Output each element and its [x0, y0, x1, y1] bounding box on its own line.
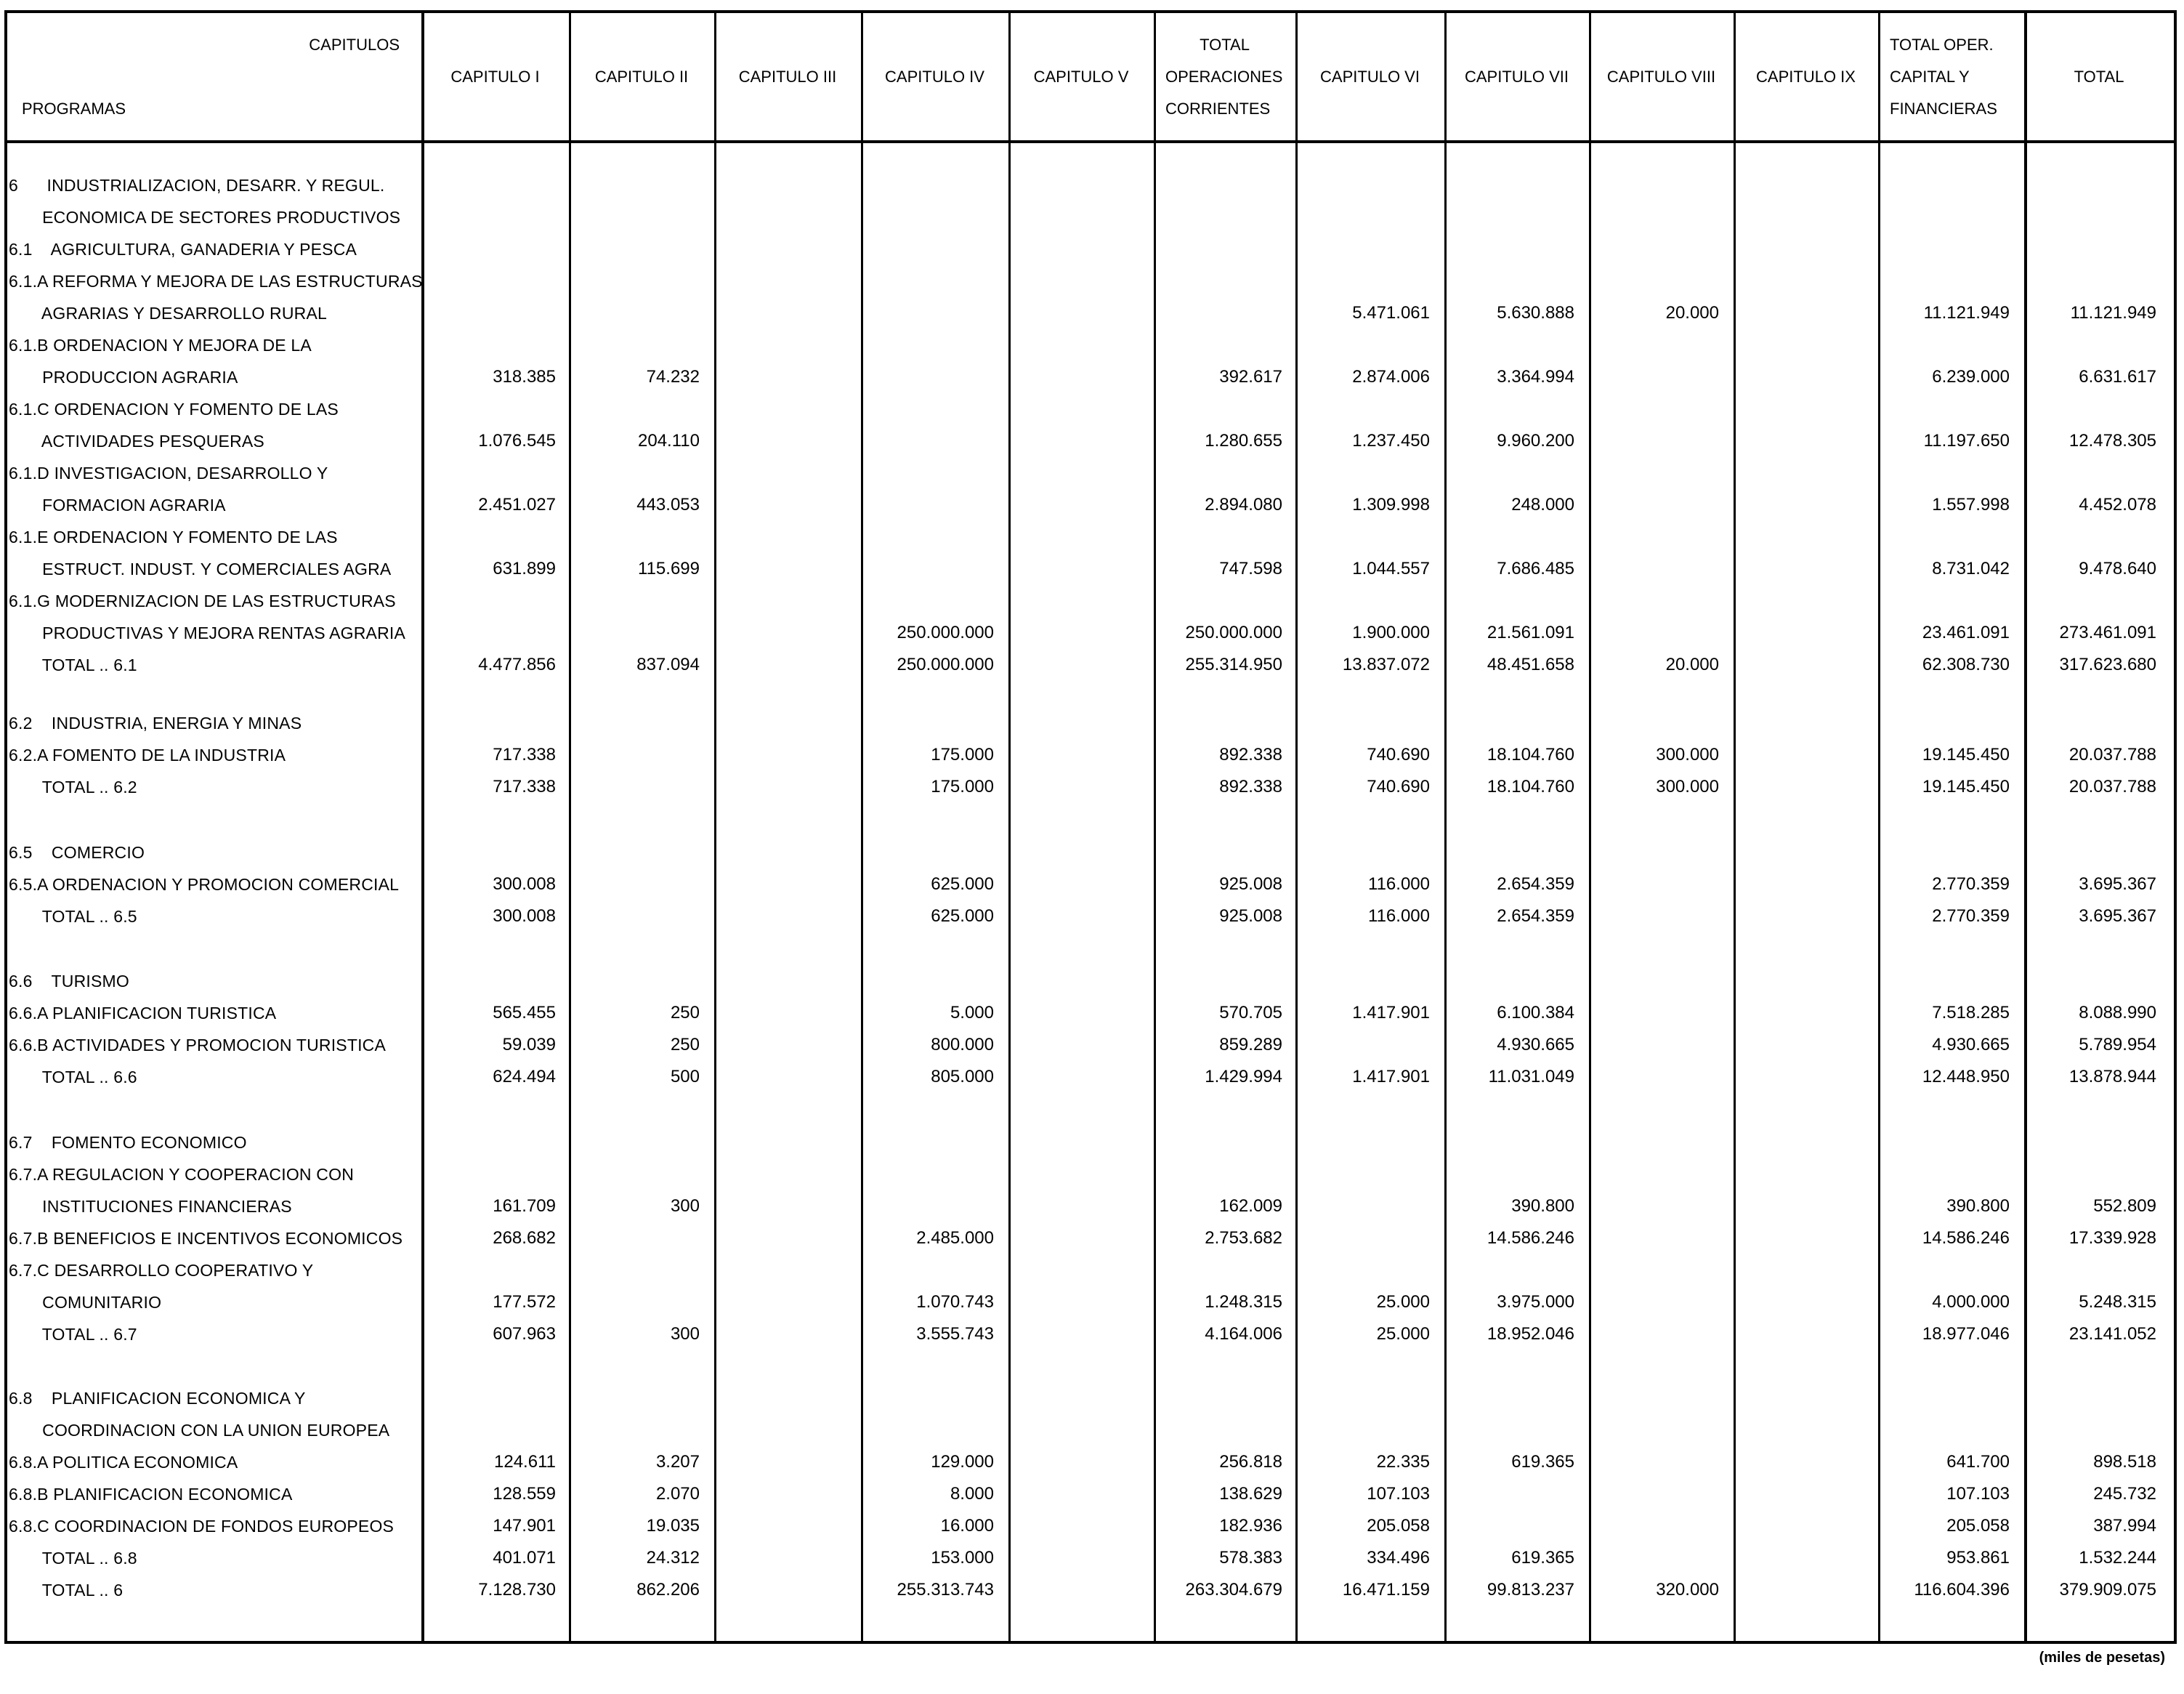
value-cell: 4.000.000 — [1932, 1292, 2010, 1312]
value-cell: 925.008 — [1219, 906, 1282, 926]
row-label: 6.1.G MODERNIZACION DE LAS ESTRUCTURAS — [9, 592, 396, 610]
value-cell: 18.952.046 — [1487, 1324, 1574, 1344]
value-cell: 5.630.888 — [1497, 303, 1574, 323]
column-rule — [861, 13, 863, 1641]
value-cell: 892.338 — [1219, 777, 1282, 796]
value-cell: 3.207 — [655, 1452, 700, 1472]
value-cell: 5.000 — [950, 1003, 994, 1023]
value-cell: 334.496 — [1367, 1548, 1430, 1568]
value-cell: 4.930.665 — [1497, 1035, 1574, 1054]
value-cell: 625.000 — [931, 906, 994, 926]
value-cell: 8.000 — [950, 1484, 994, 1504]
value-cell: 317.623.680 — [2059, 655, 2156, 674]
row-label: 6.1 AGRICULTURA, GANADERIA Y PESCA — [9, 240, 357, 259]
row-label: 6.7.C DESARROLLO COOPERATIVO Y — [9, 1261, 314, 1280]
value-cell: 5.248.315 — [2079, 1292, 2156, 1312]
row-label: COMUNITARIO — [9, 1293, 162, 1312]
row-label: 6.8.A POLITICA ECONOMICA — [9, 1453, 238, 1472]
value-cell: 1.070.743 — [916, 1292, 994, 1312]
value-cell: 23.461.091 — [1922, 623, 2010, 642]
value-cell: 619.365 — [1511, 1452, 1574, 1472]
value-cell: 2.753.682 — [1205, 1228, 1282, 1248]
value-cell: 147.901 — [493, 1516, 556, 1536]
value-cell: 124.611 — [494, 1452, 556, 1472]
value-cell: 3.555.743 — [916, 1324, 994, 1344]
value-cell: 273.461.091 — [2059, 623, 2156, 642]
column-rule — [1008, 13, 1011, 1641]
value-cell: 268.682 — [493, 1228, 556, 1248]
value-cell: 256.818 — [1219, 1452, 1282, 1472]
value-cell: 3.695.367 — [2079, 874, 2156, 894]
row-label: TOTAL .. 6.5 — [9, 907, 137, 926]
value-cell: 552.809 — [2093, 1196, 2156, 1216]
row-label: ACTIVIDADES PESQUERAS — [9, 432, 264, 451]
value-cell: 19.035 — [646, 1516, 700, 1536]
value-cell: 18.104.760 — [1487, 777, 1574, 796]
value-cell: 62.308.730 — [1922, 655, 2010, 674]
value-cell: 740.690 — [1367, 777, 1430, 796]
value-cell: 2.874.006 — [1352, 367, 1430, 387]
value-cell: 7.686.485 — [1497, 559, 1574, 578]
row-label: TOTAL .. 6.6 — [9, 1068, 137, 1086]
column-rule — [569, 13, 571, 1641]
value-cell: 1.309.998 — [1352, 495, 1430, 515]
value-cell: 1.237.450 — [1352, 431, 1430, 451]
value-cell: 12.478.305 — [2068, 431, 2156, 451]
value-cell: 14.586.246 — [1922, 1228, 2010, 1248]
value-cell: 387.994 — [2093, 1516, 2156, 1536]
value-cell: 1.076.545 — [478, 431, 556, 451]
value-cell: 48.451.658 — [1487, 655, 1574, 674]
column-header-line: CAPITAL Y — [1890, 68, 1970, 86]
value-cell: 3.364.994 — [1497, 367, 1574, 387]
row-label: 6.8.C COORDINACION DE FONDOS EUROPEOS — [9, 1517, 395, 1536]
value-cell: 6.239.000 — [1932, 367, 2010, 387]
value-cell: 25.000 — [1376, 1324, 1430, 1344]
column-header-line: CAPITULO II — [594, 68, 689, 86]
value-cell: 107.103 — [1946, 1484, 2010, 1504]
column-rule — [1734, 13, 1736, 1641]
row-label: 6.2.A FOMENTO DE LA INDUSTRIA — [9, 746, 286, 765]
value-cell: 116.000 — [1368, 906, 1430, 926]
value-cell: 2.070 — [655, 1484, 700, 1504]
column-rule — [1295, 13, 1298, 1641]
value-cell: 300.008 — [493, 906, 556, 926]
value-cell: 250.000.000 — [1185, 623, 1282, 642]
value-cell: 2.654.359 — [1497, 906, 1574, 926]
value-cell: 204.110 — [638, 431, 700, 451]
row-label: TOTAL .. 6.7 — [9, 1325, 137, 1344]
row-label: TOTAL .. 6.1 — [9, 656, 137, 674]
column-header-line: CAPITULO IV — [885, 68, 984, 86]
value-cell: 12.448.950 — [1922, 1067, 2010, 1086]
value-cell: 4.452.078 — [2079, 495, 2156, 515]
row-label: 6.1.C ORDENACION Y FOMENTO DE LAS — [9, 400, 339, 419]
value-cell: 443.053 — [636, 495, 700, 515]
value-cell: 2.770.359 — [1932, 874, 2010, 894]
value-cell: 11.121.949 — [1923, 303, 2010, 323]
value-cell: 9.478.640 — [2079, 559, 2156, 578]
value-cell: 500 — [670, 1067, 700, 1086]
column-header-line: TOTAL — [2074, 68, 2124, 86]
value-cell: 16.000 — [940, 1516, 994, 1536]
value-cell: 300.000 — [1656, 777, 1719, 796]
row-label: TOTAL .. 6.2 — [9, 778, 137, 796]
value-cell: 20.037.788 — [2068, 777, 2156, 796]
value-cell: 4.164.006 — [1205, 1324, 1282, 1344]
value-cell: 23.141.052 — [2068, 1324, 2156, 1344]
value-cell: 20.000 — [1665, 655, 1719, 674]
value-cell: 19.145.450 — [1922, 745, 2010, 765]
value-cell: 25.000 — [1376, 1292, 1430, 1312]
value-cell: 18.104.760 — [1487, 745, 1574, 765]
column-rule — [1154, 13, 1156, 1641]
value-cell: 717.338 — [493, 777, 556, 796]
value-cell: 177.572 — [493, 1292, 556, 1312]
value-cell: 624.494 — [493, 1067, 556, 1086]
value-cell: 892.338 — [1219, 745, 1282, 765]
column-rule — [1444, 13, 1447, 1641]
value-cell: 7.128.730 — [478, 1580, 556, 1600]
value-cell: 4.930.665 — [1932, 1035, 2010, 1054]
value-cell: 800.000 — [931, 1035, 994, 1054]
value-cell: 925.008 — [1219, 874, 1282, 894]
value-cell: 115.699 — [638, 559, 700, 578]
value-cell: 21.561.091 — [1487, 623, 1574, 642]
value-cell: 1.557.998 — [1932, 495, 2010, 515]
value-cell: 6.631.617 — [2079, 367, 2156, 387]
row-label: 6.7.A REGULACION Y COOPERACION CON — [9, 1165, 355, 1184]
column-header-line: CORRIENTES — [1165, 100, 1271, 118]
value-cell: 631.899 — [493, 559, 556, 578]
row-label: PRODUCCION AGRARIA — [9, 368, 238, 387]
value-cell: 3.975.000 — [1497, 1292, 1574, 1312]
row-label: INSTITUCIONES FINANCIERAS — [9, 1197, 292, 1216]
row-label: 6.7.B BENEFICIOS E INCENTIVOS ECONOMICOS — [9, 1229, 403, 1248]
value-cell: 300 — [670, 1324, 700, 1344]
value-cell: 11.031.049 — [1488, 1067, 1574, 1086]
value-cell: 740.690 — [1367, 745, 1430, 765]
column-rule — [1589, 13, 1591, 1641]
row-label: 6.5.A ORDENACION Y PROMOCION COMERCIAL — [9, 875, 400, 894]
value-cell: 1.044.557 — [1352, 559, 1430, 578]
column-rule — [714, 13, 716, 1641]
value-cell: 19.145.450 — [1922, 777, 2010, 796]
row-label: 6.6 TURISMO — [9, 972, 129, 991]
column-header-line: CAPITULO V — [1033, 68, 1129, 86]
value-cell: 717.338 — [493, 745, 556, 765]
column-header-line: CAPITULO VIII — [1606, 68, 1716, 86]
value-cell: 1.417.901 — [1352, 1003, 1430, 1023]
value-cell: 74.232 — [646, 367, 700, 387]
value-cell: 565.455 — [493, 1003, 556, 1023]
value-cell: 379.909.075 — [2059, 1580, 2156, 1600]
value-cell: 392.617 — [1219, 367, 1282, 387]
row-label: TOTAL .. 6.8 — [9, 1549, 137, 1568]
row-label: ECONOMICA DE SECTORES PRODUCTIVOS — [9, 208, 401, 227]
header-programas: PROGRAMAS — [22, 100, 126, 118]
value-cell: 24.312 — [646, 1548, 700, 1568]
value-cell: 318.385 — [493, 367, 556, 387]
value-cell: 8.731.042 — [1932, 559, 2010, 578]
value-cell: 116.604.396 — [1914, 1580, 2010, 1600]
value-cell: 570.705 — [1219, 1003, 1282, 1023]
value-cell: 11.197.650 — [1923, 431, 2010, 451]
row-label: ESTRUCT. INDUST. Y COMERCIALES AGRA — [9, 560, 392, 578]
row-label: 6.5 COMERCIO — [9, 843, 145, 862]
value-cell: 255.313.743 — [897, 1580, 994, 1600]
value-cell: 255.314.950 — [1185, 655, 1282, 674]
value-cell: 747.598 — [1219, 559, 1282, 578]
value-cell: 898.518 — [2093, 1452, 2156, 1472]
value-cell: 116.000 — [1368, 874, 1430, 894]
value-cell: 245.732 — [2093, 1484, 2156, 1504]
column-rule — [2024, 13, 2027, 1641]
value-cell: 401.071 — [493, 1548, 556, 1568]
value-cell: 59.039 — [502, 1035, 556, 1054]
value-cell: 14.586.246 — [1487, 1228, 1574, 1248]
value-cell: 390.800 — [1946, 1196, 2010, 1216]
value-cell: 1.900.000 — [1352, 623, 1430, 642]
value-cell: 11.121.949 — [2070, 303, 2156, 323]
value-cell: 9.960.200 — [1497, 431, 1574, 451]
column-header-line: TOTAL OPER. — [1890, 36, 1994, 54]
row-label: TOTAL .. 6 — [9, 1581, 124, 1600]
value-cell: 162.009 — [1219, 1196, 1282, 1216]
value-cell: 263.304.679 — [1185, 1580, 1282, 1600]
row-label: COORDINACION CON LA UNION EUROPEA — [9, 1421, 390, 1440]
value-cell: 99.813.237 — [1487, 1580, 1574, 1600]
header-capitulos: CAPITULOS — [309, 36, 400, 54]
row-label: 6.1.D INVESTIGACION, DESARROLLO Y — [9, 464, 328, 483]
value-cell: 175.000 — [931, 745, 994, 765]
value-cell: 1.417.901 — [1352, 1067, 1430, 1086]
value-cell: 13.878.944 — [2068, 1067, 2156, 1086]
header-divider — [7, 140, 2174, 143]
row-label: 6.1.B ORDENACION Y MEJORA DE LA — [9, 336, 312, 355]
row-label: PRODUCTIVAS Y MEJORA RENTAS AGRARIA — [9, 624, 406, 642]
value-cell: 1.532.244 — [2079, 1548, 2156, 1568]
value-cell: 22.335 — [1376, 1452, 1430, 1472]
value-cell: 390.800 — [1511, 1196, 1574, 1216]
column-header-line: OPERACIONES — [1165, 68, 1283, 86]
value-cell: 128.559 — [493, 1484, 556, 1504]
value-cell: 320.000 — [1656, 1580, 1719, 1600]
column-header-line: CAPITULO I — [450, 68, 540, 86]
value-cell: 300.000 — [1656, 745, 1719, 765]
units-note: (miles de pesetas) — [2039, 1650, 2165, 1666]
row-label: 6.6.A PLANIFICACION TURISTICA — [9, 1004, 277, 1023]
value-cell: 578.383 — [1219, 1548, 1282, 1568]
column-rule — [1878, 13, 1880, 1641]
value-cell: 18.977.046 — [1922, 1324, 2010, 1344]
row-label: 6.6.B ACTIVIDADES Y PROMOCION TURISTICA — [9, 1036, 387, 1054]
value-cell: 300.008 — [493, 874, 556, 894]
value-cell: 2.485.000 — [916, 1228, 994, 1248]
value-cell: 2.894.080 — [1205, 495, 1282, 515]
value-cell: 129.000 — [931, 1452, 994, 1472]
value-cell: 107.103 — [1367, 1484, 1430, 1504]
value-cell: 7.518.285 — [1932, 1003, 2010, 1023]
row-label: 6.7 FOMENTO ECONOMICO — [9, 1133, 247, 1152]
value-cell: 17.339.928 — [2068, 1228, 2156, 1248]
column-header-line: TOTAL — [1200, 36, 1250, 54]
row-label: 6.1.E ORDENACION Y FOMENTO DE LAS — [9, 528, 338, 546]
value-cell: 1.280.655 — [1205, 431, 1282, 451]
value-cell: 138.629 — [1219, 1484, 1282, 1504]
value-cell: 8.088.990 — [2079, 1003, 2156, 1023]
column-header-line: CAPITULO III — [738, 68, 837, 86]
row-label: 6.8 PLANIFICACION ECONOMICA Y — [9, 1389, 306, 1408]
value-cell: 859.289 — [1219, 1035, 1282, 1054]
row-label: FORMACION AGRARIA — [9, 496, 226, 515]
value-cell: 2.654.359 — [1497, 874, 1574, 894]
value-cell: 641.700 — [1946, 1452, 2010, 1472]
value-cell: 619.365 — [1511, 1548, 1574, 1568]
value-cell: 953.861 — [1946, 1548, 2010, 1568]
row-label: AGRARIAS Y DESARROLLO RURAL — [9, 304, 327, 323]
value-cell: 862.206 — [636, 1580, 700, 1600]
column-header-line: CAPITULO IX — [1756, 68, 1856, 86]
value-cell: 250 — [670, 1035, 700, 1054]
value-cell: 1.248.315 — [1205, 1292, 1282, 1312]
value-cell: 300 — [670, 1196, 700, 1216]
value-cell: 20.000 — [1665, 303, 1719, 323]
value-cell: 205.058 — [1946, 1516, 2010, 1536]
value-cell: 3.695.367 — [2079, 906, 2156, 926]
row-label: 6 INDUSTRIALIZACION, DESARR. Y REGUL. — [9, 176, 385, 195]
value-cell: 250.000.000 — [897, 623, 994, 642]
value-cell: 175.000 — [931, 777, 994, 796]
row-label: 6.8.B PLANIFICACION ECONOMICA — [9, 1485, 293, 1504]
column-header-line: CAPITULO VI — [1320, 68, 1420, 86]
value-cell: 182.936 — [1219, 1516, 1282, 1536]
value-cell: 16.471.159 — [1342, 1580, 1430, 1600]
value-cell: 2.451.027 — [478, 495, 556, 515]
column-header-line: CAPITULO VII — [1464, 68, 1569, 86]
value-cell: 248.000 — [1511, 495, 1574, 515]
value-cell: 13.837.072 — [1342, 655, 1430, 674]
value-cell: 6.100.384 — [1497, 1003, 1574, 1023]
row-label: 6.2 INDUSTRIA, ENERGIA Y MINAS — [9, 714, 302, 733]
value-cell: 205.058 — [1367, 1516, 1430, 1536]
value-cell: 250 — [670, 1003, 700, 1023]
value-cell: 837.094 — [636, 655, 700, 674]
value-cell: 153.000 — [931, 1548, 994, 1568]
value-cell: 1.429.994 — [1205, 1067, 1282, 1086]
value-cell: 805.000 — [931, 1067, 994, 1086]
value-cell: 4.477.856 — [478, 655, 556, 674]
value-cell: 625.000 — [931, 874, 994, 894]
value-cell: 2.770.359 — [1932, 906, 2010, 926]
value-cell: 5.471.061 — [1352, 303, 1430, 323]
value-cell: 250.000.000 — [897, 655, 994, 674]
value-cell: 5.789.954 — [2079, 1035, 2156, 1054]
row-label: 6.1.A REFORMA Y MEJORA DE LAS ESTRUCTURAS — [9, 272, 423, 291]
column-header-line: FINANCIERAS — [1890, 100, 1997, 118]
value-cell: 20.037.788 — [2068, 745, 2156, 765]
value-cell: 161.709 — [493, 1196, 556, 1216]
value-cell: 607.963 — [493, 1324, 556, 1344]
